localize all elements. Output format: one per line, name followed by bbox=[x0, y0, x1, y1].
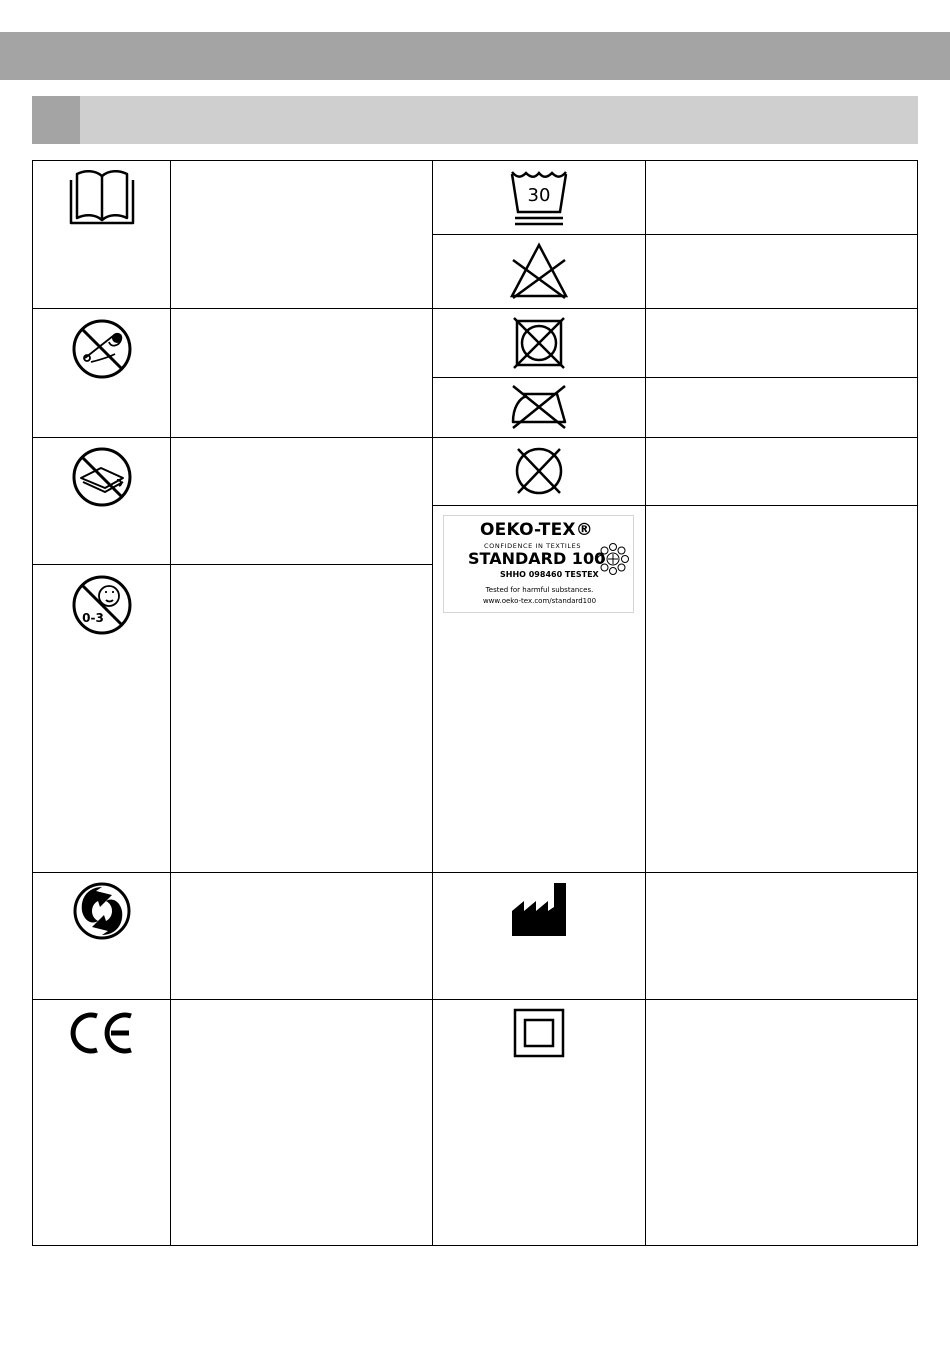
oeko-tex-tagline: CONFIDENCE IN TEXTILES bbox=[484, 542, 582, 550]
no-pins-icon bbox=[71, 318, 133, 380]
do-not-use-folded-icon bbox=[71, 446, 133, 508]
oeko-tex-label bbox=[443, 515, 634, 613]
manufacturer-icon bbox=[510, 881, 568, 937]
age-range-text: 0-3 bbox=[82, 611, 104, 625]
do-not-iron-icon bbox=[509, 384, 569, 430]
oeko-tex-url: www.oeko-tex.com/standard100 bbox=[482, 597, 597, 605]
do-not-dry-clean-icon bbox=[510, 445, 568, 497]
oeko-tex-brand: OEKO-TEX® bbox=[480, 520, 593, 540]
protection-class-ii-icon bbox=[513, 1008, 565, 1058]
do-not-bleach-icon bbox=[509, 242, 569, 300]
read-manual-icon bbox=[69, 170, 135, 226]
ce-mark-icon bbox=[67, 1011, 137, 1055]
oeko-tex-standard: STANDARD 100 bbox=[468, 549, 606, 568]
do-not-tumble-dry-icon bbox=[512, 316, 566, 370]
green-dot-recycling-icon bbox=[72, 881, 132, 941]
oeko-tex-flower-icon bbox=[596, 542, 630, 576]
oeko-tex-tested-text: Tested for harmful substances. bbox=[485, 586, 594, 594]
not-for-children-0-3-icon bbox=[71, 574, 133, 636]
oeko-tex-certificate: SHHO 098460 TESTEX bbox=[500, 570, 599, 579]
wash-temperature-text: 30 bbox=[527, 185, 551, 206]
wash-30-icon bbox=[509, 168, 569, 228]
